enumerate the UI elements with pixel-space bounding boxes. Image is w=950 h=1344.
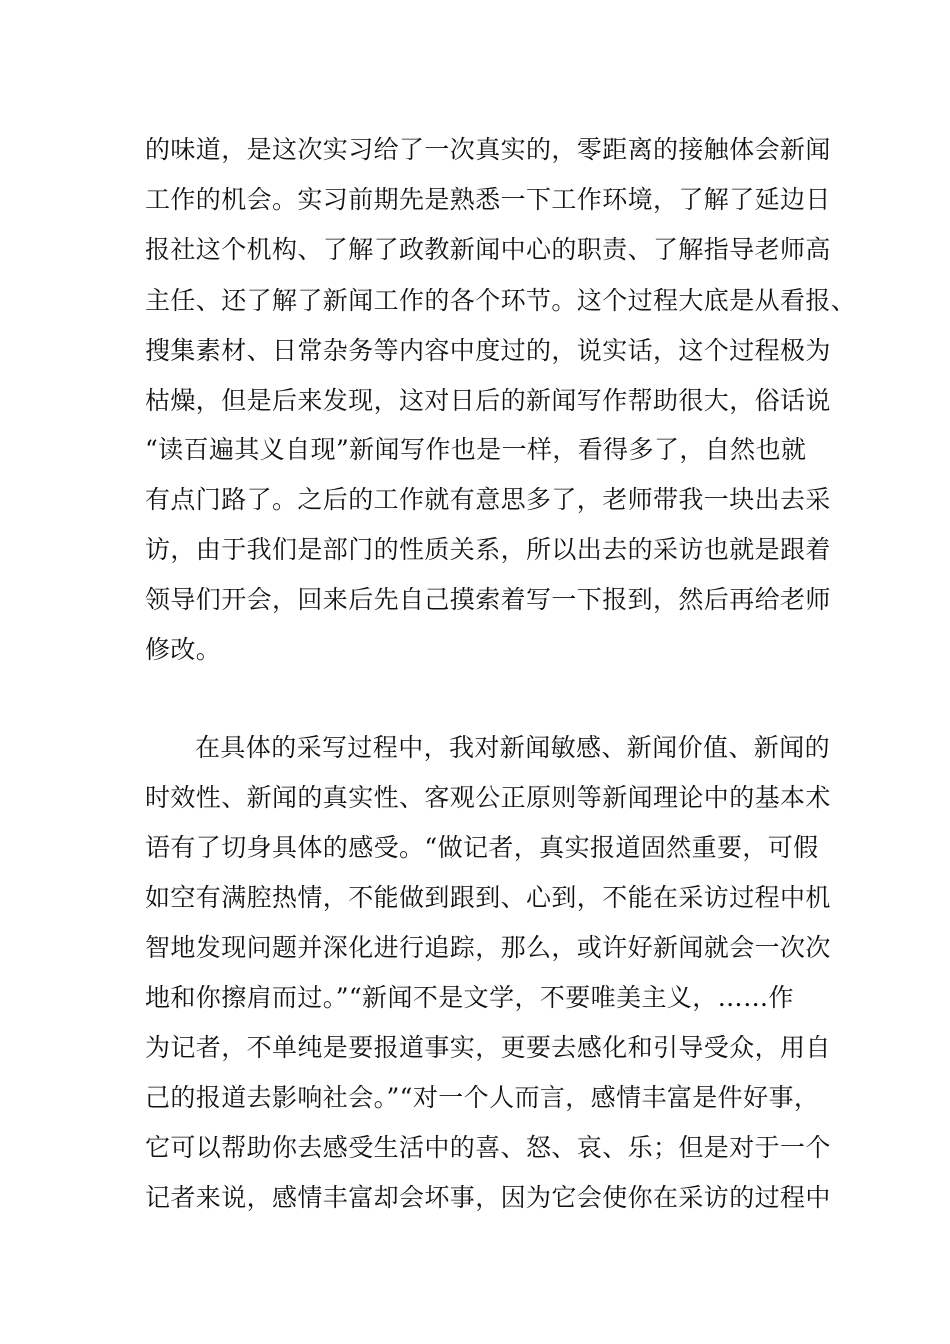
text-line: 记者来说，感情丰富却会坏事，因为它会使你在采访的过程中 bbox=[145, 1183, 831, 1212]
text-line: 主任、还了解了新闻工作的各个环节。这个过程大底是从看报、 bbox=[145, 286, 857, 315]
text-line: 为记者，不单纯是要报道事实，更要去感化和引导受众，用自 bbox=[145, 1033, 831, 1062]
text-line: 搜集素材、日常杂务等内容中度过的，说实话，这个过程极为 bbox=[145, 336, 831, 365]
text-line: 时效性、新闻的真实性、客观公正原则等新闻理论中的基本术 bbox=[145, 783, 831, 812]
text-line: 在具体的采写过程中，我对新闻敏感、新闻价值、新闻的 bbox=[195, 733, 831, 762]
text-line: 访，由于我们是部门的性质关系，所以出去的采访也就是跟着 bbox=[145, 535, 831, 564]
text-line: 地和你擦肩而过。”“新闻不是文学，不要唯美主义，……作 bbox=[145, 983, 794, 1012]
text-line: 语有了切身具体的感受。“做记者，真实报道固然重要，可假 bbox=[145, 833, 819, 862]
text-line: 有点门路了。之后的工作就有意思多了，老师带我一块出去采 bbox=[145, 485, 831, 514]
text-line: 报社这个机构、了解了政教新闻中心的职责、了解指导老师高 bbox=[145, 235, 831, 264]
text-line: 智地发现问题并深化进行追踪，那么，或许好新闻就会一次次 bbox=[145, 933, 831, 962]
text-line: 它可以帮助你去感受生活中的喜、怒、哀、乐；但是对于一个 bbox=[145, 1133, 831, 1162]
text-line: 己的报道去影响社会。”“对一个人而言，感情丰富是件好事， bbox=[145, 1083, 820, 1112]
text-line: 工作的机会。实习前期先是熟悉一下工作环境，了解了延边日 bbox=[145, 185, 831, 214]
text-line: 枯燥，但是后来发现，这对日后的新闻写作帮助很大，俗话说 bbox=[145, 386, 831, 415]
text-line: 修改。 bbox=[145, 635, 222, 664]
text-line: “读百遍其义自现”新闻写作也是一样，看得多了，自然也就 bbox=[145, 435, 807, 464]
text-line: 如空有满腔热情，不能做到跟到、心到，不能在采访过程中机 bbox=[145, 883, 831, 912]
text-line: 领导们开会，回来后先自己摸索着写一下报到，然后再给老师 bbox=[145, 585, 831, 614]
text-line: 的味道，是这次实习给了一次真实的，零距离的接触体会新闻 bbox=[145, 135, 831, 164]
